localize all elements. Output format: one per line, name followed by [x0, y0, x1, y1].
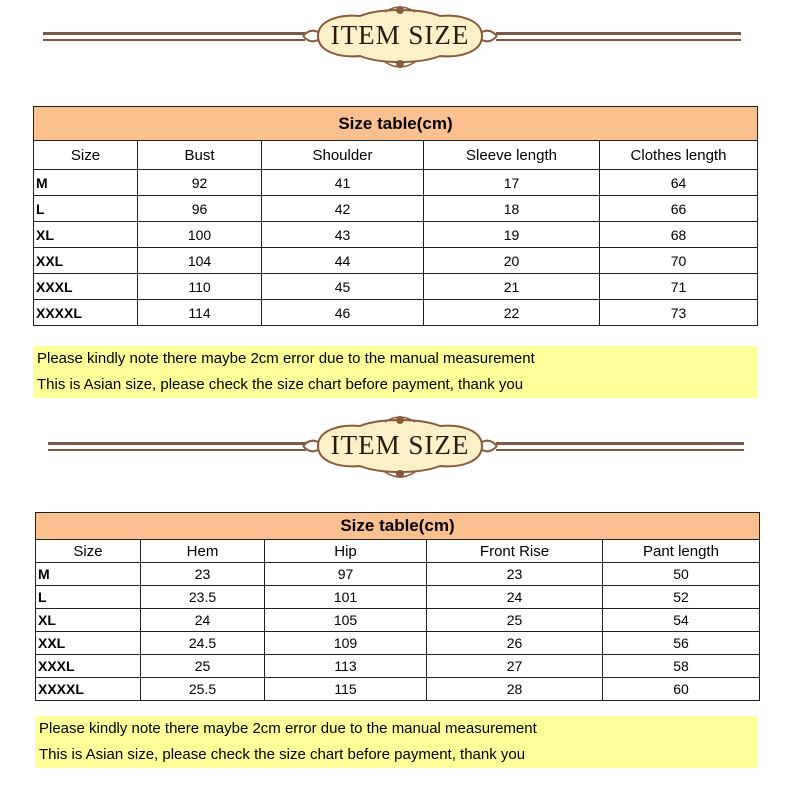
- table-row: [34, 300, 758, 326]
- value-cell: 24: [427, 586, 603, 609]
- value-cell: 42: [262, 196, 424, 222]
- value-cell: 110: [138, 274, 262, 300]
- value-cell: 24.5: [141, 632, 265, 655]
- table-row: [36, 586, 760, 609]
- item-size-banner-bottom: [0, 412, 800, 482]
- value-cell: 56: [603, 632, 760, 655]
- value-cell: 23.5: [141, 586, 265, 609]
- value-cell: 23: [141, 563, 265, 586]
- table-row: [36, 563, 760, 586]
- value-cell: 43: [262, 222, 424, 248]
- value-cell: 26: [427, 632, 603, 655]
- value-cell: 96: [138, 196, 262, 222]
- size-cell: XL: [36, 609, 141, 632]
- table-row: [36, 609, 760, 632]
- value-cell: 71: [600, 274, 758, 300]
- column-header: Clothes length: [600, 141, 758, 170]
- item-size-banner-top: [0, 2, 800, 72]
- value-cell: 25.5: [141, 678, 265, 701]
- measurement-note-bottom: [35, 716, 757, 768]
- table-row: [36, 655, 760, 678]
- value-cell: 113: [265, 655, 427, 678]
- column-header: Pant length: [603, 540, 760, 563]
- note-line: This is Asian size, please check the size chart before payment, thank you: [39, 746, 526, 763]
- value-cell: 23: [427, 563, 603, 586]
- size-cell: XXXXL: [34, 300, 138, 326]
- value-cell: 66: [600, 196, 758, 222]
- value-cell: 52: [603, 586, 760, 609]
- top-size-table: [33, 106, 758, 326]
- value-cell: 92: [138, 170, 262, 196]
- size-cell: L: [36, 586, 141, 609]
- size-cell: M: [34, 170, 138, 196]
- value-cell: 104: [138, 248, 262, 274]
- value-cell: 73: [600, 300, 758, 326]
- value-cell: 28: [427, 678, 603, 701]
- column-header: Front Rise: [427, 540, 603, 563]
- value-cell: 100: [138, 222, 262, 248]
- column-header: Sleeve length: [424, 141, 600, 170]
- value-cell: 44: [262, 248, 424, 274]
- value-cell: 115: [265, 678, 427, 701]
- value-cell: 58: [603, 655, 760, 678]
- value-cell: 70: [600, 248, 758, 274]
- value-cell: 17: [424, 170, 600, 196]
- size-cell: XXXL: [36, 655, 141, 678]
- note-line: Please kindly note there maybe 2cm error due to the manual measurement: [37, 350, 535, 367]
- note-line: Please kindly note there maybe 2cm error due to the manual measurement: [39, 720, 537, 737]
- value-cell: 21: [424, 274, 600, 300]
- value-cell: 64: [600, 170, 758, 196]
- value-cell: 20: [424, 248, 600, 274]
- table-row: [34, 222, 758, 248]
- table-row: [34, 196, 758, 222]
- size-cell: XXL: [36, 632, 141, 655]
- value-cell: 101: [265, 586, 427, 609]
- banner-title: ITEM SIZE: [330, 20, 470, 50]
- table-row: [34, 248, 758, 274]
- table-row: [34, 274, 758, 300]
- size-cell: XXXL: [34, 274, 138, 300]
- value-cell: 45: [262, 274, 424, 300]
- value-cell: 60: [603, 678, 760, 701]
- value-cell: 18: [424, 196, 600, 222]
- table-row: [34, 170, 758, 196]
- value-cell: 105: [265, 609, 427, 632]
- value-cell: 24: [141, 609, 265, 632]
- column-header: Size: [34, 141, 138, 170]
- column-header: Hem: [141, 540, 265, 563]
- value-cell: 54: [603, 609, 760, 632]
- value-cell: 114: [138, 300, 262, 326]
- size-cell: L: [34, 196, 138, 222]
- value-cell: 68: [600, 222, 758, 248]
- value-cell: 22: [424, 300, 600, 326]
- value-cell: 19: [424, 222, 600, 248]
- banner-title: ITEM SIZE: [330, 430, 470, 460]
- value-cell: 97: [265, 563, 427, 586]
- size-cell: M: [36, 563, 141, 586]
- value-cell: 109: [265, 632, 427, 655]
- table-row: [36, 632, 760, 655]
- note-line: This is Asian size, please check the size chart before payment, thank you: [37, 376, 524, 393]
- column-header: Size: [36, 540, 141, 563]
- measurement-note-top: [33, 346, 757, 398]
- value-cell: 25: [427, 609, 603, 632]
- size-cell: XXXXL: [36, 678, 141, 701]
- size-cell: XXL: [34, 248, 138, 274]
- bottom-size-table: [35, 512, 760, 701]
- table-caption: Size table(cm): [34, 107, 758, 141]
- column-header: Bust: [138, 141, 262, 170]
- value-cell: 50: [603, 563, 760, 586]
- value-cell: 27: [427, 655, 603, 678]
- value-cell: 41: [262, 170, 424, 196]
- table-row: [36, 678, 760, 701]
- table-caption: Size table(cm): [36, 513, 760, 540]
- size-cell: XL: [34, 222, 138, 248]
- column-header: Hip: [265, 540, 427, 563]
- value-cell: 46: [262, 300, 424, 326]
- value-cell: 25: [141, 655, 265, 678]
- column-header: Shoulder: [262, 141, 424, 170]
